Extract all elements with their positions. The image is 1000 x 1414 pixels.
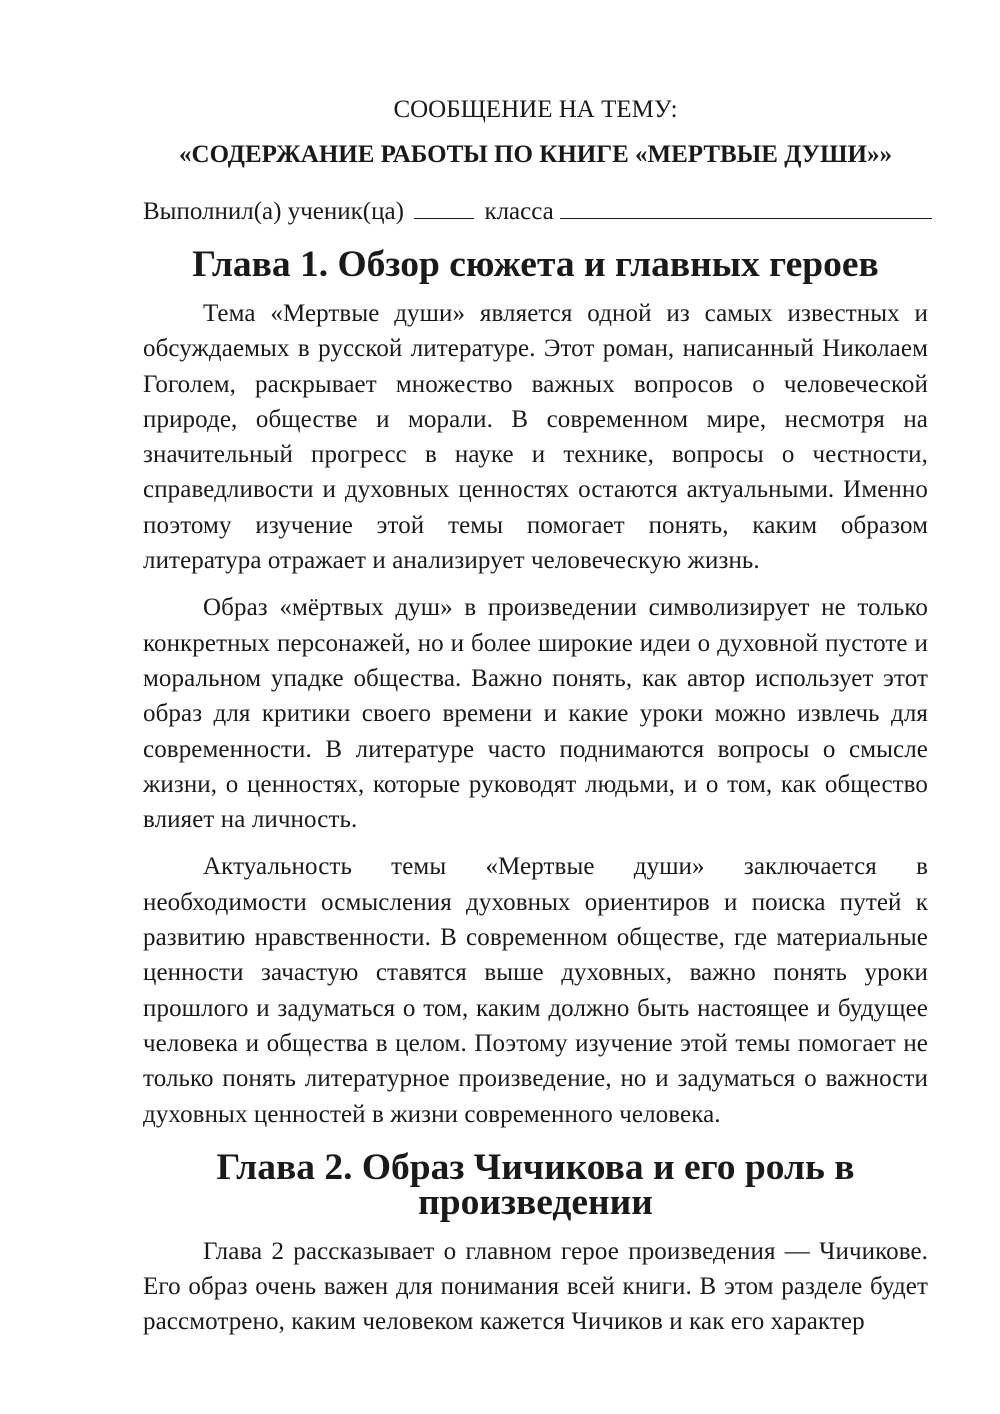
chapter-1-paragraph-1: Тема «Мертвые души» является одной из самых известных и обсуждаемых в русской литературе. Этот роман, написанный Николаем Гоголем, раскрывает множество важных вопросов о человеческой природе, обществе и морали. В современном мире, несмотря на значительный прогресс в науке и технике, вопросы о честности, справедливости и духовных ценностях остаются актуальными. Именно поэтому изучение этой темы помогает понять, каким образом литература отражает и анализирует человеческую жизнь. xyxy=(143,300,928,575)
chapter-1-heading: Глава 1. Обзор сюжета и главных героев xyxy=(192,244,879,285)
performed-by-label: Выполнил(а) ученик(ца) xyxy=(143,198,404,225)
grade-blank-field[interactable] xyxy=(414,196,474,219)
chapter-2-heading: Глава 2. Образ Чичикова и его роль в произведении xyxy=(216,1146,855,1223)
chapter-1-paragraph-3: Актуальность темы «Мертвые души» заключается в необходимости осмысления духовных ориентиров и поиска путей к развитию нравственности. В современном обществе, где материальные ценности зачастую ставятся выше духовных, важно понять уроки прошлого и задуматься о том, каким должно быть настоящее и будущее человека и общества в целом. Поэтому изучение этой темы помогает не только понять литературное произведение, но и задуматься о важности духовных ценностей в жизни современного человека. xyxy=(143,853,928,1128)
name-blank-field[interactable] xyxy=(560,196,932,219)
class-label: класса xyxy=(484,198,554,225)
chapter-2-paragraph-1: Глава 2 рассказывает о главном герое произведения — Чичикове. Его образ очень важен для понимания всей книги. В этом разделе будет рассмотрено, каким человеком кажется Чичиков и как его характер xyxy=(143,1237,928,1336)
chapter-1-paragraph-2: Образ «мёртвых душ» в произведении символизирует не только конкретных персонажей, но и более широкие идеи о духовной пустоте и моральном упадке общества. Важно понять, как автор использует этот образ для критики своего времени и какие уроки можно извлечь для современности. В литературе часто поднимаются вопросы о смысле жизни, о ценностях, которые руководят людьми, и о том, как общество влияет на личность. xyxy=(143,594,928,834)
document-page xyxy=(143,92,928,1352)
document-title-line2: «СОДЕРЖАНИЕ РАБОТЫ ПО КНИГЕ «МЕРТВЫЕ ДУШИ»» xyxy=(179,141,892,168)
document-title-line1: СООБЩЕНИЕ НА ТЕМУ: xyxy=(393,96,678,123)
author-line xyxy=(143,194,928,229)
